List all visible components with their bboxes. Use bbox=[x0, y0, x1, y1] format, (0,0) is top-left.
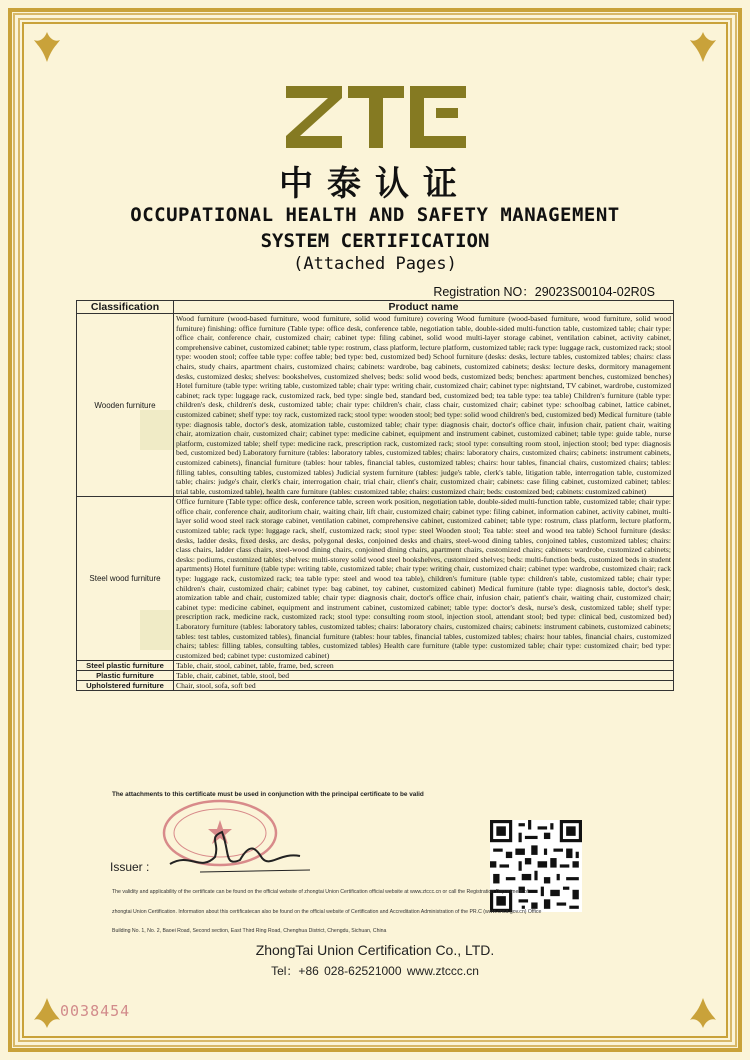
fleur-ornament-icon bbox=[686, 30, 720, 64]
certificate-subtitle: (Attached Pages) bbox=[293, 254, 457, 274]
attachment-validity-note: The attachments to this certificate must be used in conjunction with the principal certificate to be valid bbox=[112, 791, 424, 798]
table-row bbox=[77, 661, 674, 671]
certificate-title-line2: SYSTEM CERTIFICATION bbox=[260, 230, 490, 252]
fleur-ornament-icon bbox=[30, 30, 64, 64]
certificate-serial-number: 0038454 bbox=[60, 1002, 131, 1020]
product-cell: Table, chair, stool, cabinet, table, frame, bed, screen bbox=[174, 661, 674, 671]
registration-number: Registration NO：29023S00104-02R0S bbox=[433, 285, 655, 299]
classification-cell: Wooden furniture bbox=[77, 314, 174, 497]
table-row bbox=[77, 671, 674, 681]
column-header-product-name: Product name bbox=[174, 301, 674, 314]
classification-cell: Upholstered furniture bbox=[77, 681, 174, 691]
product-cell: Chair, stool, sofa, soft bed bbox=[174, 681, 674, 691]
validity-info-line1: The validity and applicability of the certificate can be found on the official website of zhongtai Union Certification official website at www.ztccc.cn or call the Registration Department of bbox=[112, 889, 529, 895]
product-cell: Wood furniture (wood-based furniture, wood furniture, solid wood furniture) covering Wood furniture (wood-based furniture, wood furniture, solid wood furniture) finishing: office furniture (Table type: office desk, conference table, negotiation table, double-sided multi-function table, customized table; chair type: office chair, conference chair, customized chair; cabinet type: filing cabinet, solid wood multi-layer storage cabinet, ventilation cabinet, activity cabinet, comprehensive cabinet, customized cabinet; table type: rostrum, class platform, lecture platform, customized table; rack type: luggage rack, customized rack; stool type: wooden stool; coffee table type: coffee table; bed type: bed, customized bed) School furniture (desks: desks, lecture tables, customized tables; chairs: class chairs, study chairs, apartment chairs, customized chairs; cabinets: wardrobe, bag cabinets, customized cabinets; desks: lecture desks, dormitory management desks, customized desks; shelves: bookshelves, customized shelves; beds: solid wood beds, customized beds; benches: apartment benches, customized benches) Hotel furniture (table type: writing table, customized table; chair type: writing chair, customized chair; cabinet type: nightstand, TV cabinet, wardrobe, customized cabinet; rack type: luggage rack, customized rack, bed type: single bed, standard bed, customized bed; tea table type: tea table) Children's furniture (table type: children's desk, children's desk, customized table; chair type: children's chair, class chair, customized chair; cabinet type: schoolbag cabinet, lattice cabinet, customized cabinet; shelf type: toy rack, customized rack; stool type: wooden stool; bed type: solid wood children's bed, customized bed) Medical furniture (table type: diagnosis table, doctor's desk, atomization table, customized table; chair type: diagnosis chair, doctor's office chair, infusion chair, patient chair, waiting chair, atomization chair, customized chair; cabinet type: medicine cabinet, equipment and instrument cabinet, customized cabinet; table type: guide table, nurse platform, customized table; shelf type: medicine rack, prescription rack, customized rack; stool type: consulting room stool, injection stool; bed type: diagnosis bed, customized bed) Laboratory furniture (tables: laboratory tables, customized tables; chairs: laboratory chairs, customized chairs; cabinets: instrument cabinets, customized cabinets), financial furniture (tables: hour tables, financial tables, customized tables; chairs: hour tables, financial chairs, customized chairs; tables: filling tables, consulting tables, customized tables) Judicial system furniture (tables: judge's table, clerk's table, litigation table, interrogation table, customized table; chairs: judge's chair, clerk's chair, interrogation chair, trial chair, client's chair, customized chair; cabinets: case filing cabinet, customized cabinet; tables: trial table, customized table), health care furniture (tables: customized table; chairs: customized chair; beds: customized bed; cabinets: customized cabinet) bbox=[174, 314, 674, 497]
product-cell: Office furniture (Table type: office desk, conference table, screen work position, negotiation table, double-sided multi-function table, customized table; chair type: office chair, conference chair, auditorium chair, waiting chair, lift chair, customized chair; cabinet type: filing cabinet, information cabinet, activity cabinet, multi-layer solid wood steel rack storage cabinet, ventilation cabinet, comprehensive cabinet, customized cabinet; table type: rostrum, class platform, lecture platform, customized table; rack type: luggage rack, shelf, customized rack; stool type: steel Wooden stool; Tea table: steel and wood tea table) School furniture (desks: desks, ladder desks, fixed desks, arc desks, polygonal desks, conjoined desks and chairs, steel-wood dining tables, conjoined tables, customized tables; chairs: class chairs, ladder class chairs, steel-wood dining chairs, conjoined dining chairs, apartment chairs, customized chairs; cabinets: wardrobe, customized cabinets; desks: podiums, customized tables; shelves: multi-storey solid wood steel bookshelves, customized shelves; beds: multi-function beds, customized beds in student apartments) Hotel furniture (table type: writing table, customized table; chair type: writing chair, customized chair; cabinet type: wardrobe, customized chair; rack type: luggage rack, customized rack; tea table type: steel and wood tea table), children's furniture (table type: children's table, customized table; chair type: children's chair, customized chair; cabinet type: bag cabinet, toy cabinet, customized cabinet) Medical furniture (table type: diagnosis table, doctor's desk, atomization table and chair, customized table; chair type: diagnosis chair, doctor's office chair, infusion chair, patient's chair, waiting chair, customized chair; cabinet type: medicine cabinet, equipment and instrument cabinet, customized cabinet; table type: doctor's desk, nurse's desk, customized table; shelf type: prescription rack, medicine rack, customized rack; stool type: consulting room stool, injection stool, attendant stool; bed type: clinical bed, customized bed) Laboratory furniture (tables: laboratory tables, customized tables; chairs: laboratory chairs, customized chairs; cabinets: instrument cabinets, customized cabinets; tables: test tables, customized tables), financial furniture (tables: hour tables, financial tables, customized tables; chairs: hour tables, financial chairs, customized chairs; tables: filling tables, consulting tables, customized tables) Health care furniture (table type: customized table; chair type: customized chair; bed type: customized bed; cabinet type: customized cabinet) bbox=[174, 497, 674, 661]
classification-cell: Plastic furniture bbox=[77, 671, 174, 681]
issuer-signature bbox=[160, 812, 310, 882]
fleur-ornament-icon bbox=[686, 996, 720, 1030]
table-row bbox=[77, 497, 674, 661]
company-chinese-name: 中泰认证 bbox=[279, 164, 471, 204]
table-row bbox=[77, 681, 674, 691]
product-cell: Table, chair, cabinet, table, stool, bed bbox=[174, 671, 674, 681]
company-contact-info: Tel：+86 028-62521000 www.ztccc.cn bbox=[271, 964, 479, 978]
table-row bbox=[77, 314, 674, 497]
validity-info-line2: zhongtai Union Certification. Information about this certificatecan also be found on the official website of Certification and Accreditation Administration of the PR.C (www.cnca.gov.cn) Office bbox=[112, 909, 542, 915]
company-english-name: ZhongTai Union Certification Co., LTD. bbox=[255, 942, 495, 958]
fleur-ornament-icon bbox=[30, 996, 64, 1030]
address-line: Building No. 1, No. 2, Baoei Road, Second section, East Third Ring Road, Chenghua District, Chengdu, Sichuan, China bbox=[112, 928, 387, 934]
verification-qr-code bbox=[490, 820, 582, 912]
issuer-label: Issuer : bbox=[110, 860, 150, 874]
classification-cell: Steel plastic furniture bbox=[77, 661, 174, 671]
classification-cell: Steel wood furniture bbox=[77, 497, 174, 661]
certificate-title-line1: OCCUPATIONAL HEALTH AND SAFETY MANAGEMENT bbox=[130, 204, 620, 226]
table-header-row bbox=[77, 301, 674, 314]
ztc-logo bbox=[286, 86, 466, 148]
product-classification-table bbox=[76, 300, 674, 691]
column-header-classification: Classification bbox=[77, 301, 174, 314]
